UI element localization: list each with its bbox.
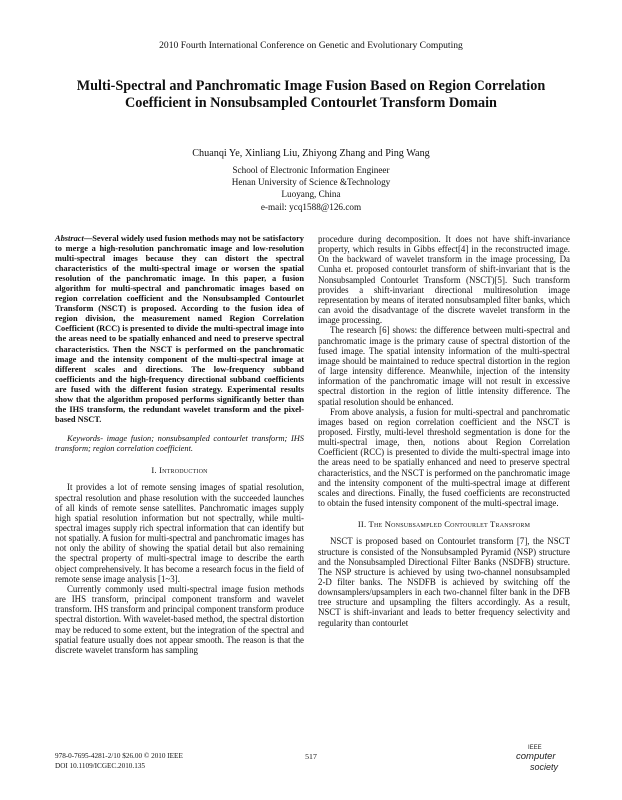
ieee-computer-society-logo xyxy=(508,745,568,775)
paragraph-right-1: procedure during decomposition. It does not have shift-invariance property, which results in Gibbs effect[4] in the reconstructed image. On the backward of wavelet transform in the image processing, Da Cunha et. proposed contourlet transform of shift-invariant that is the Nonsubsampled Contourlet Transform (NSCT)[5]. Such transform provides a shift-invariant directional multiresolution image representation by means of iterated nonsubsampled filter banks, which can avoid the disadvantage of the discrete wavelet transform in the image processing. xyxy=(318,234,570,326)
right-column xyxy=(318,234,570,628)
affiliation xyxy=(0,164,622,213)
conference-header: 2010 Fourth International Conference on Genetic and Evolutionary Computing xyxy=(159,40,463,51)
section-heading-nsct: II. The Nonsubsampled Contourlet Transform xyxy=(357,519,531,530)
paragraph-right-3: From above analysis, a fusion for multi-spectral and panchromatic images based on region correlation coefficient and the NSCT is proposed. Firstly, multi-level threshold segmentation is done for the multi-spectral image, then, notions about Region Correlation Coefficient (RCC) is presented to divide the multi-spectral image into the areas need to be spatially enhanced and need to preserve spectral characteristics, and the NSCT is performed on the panchromatic image and the intensity component of the multi-spectral image at different scales and directions. Finally, the fused coefficients are reconstructed to obtain the fused intensity component of the multi-spectral image. xyxy=(318,406,570,509)
abstract-text: —Several widely used fusion methods may not be satisfactory to merge a high-resolution panchromatic image and low-resolution multi-spectral images because they can distort the spectral characteristics of the multi-spectral image or worsen the spatial resolution of the panchromatic image. In this paper, a fusion algorithm for multi-spectral and panchromatic images based on region correlation coefficient and the Nonsubsampled Contourlet Transform (NSCT) is proposed. According to the fusion idea of region division, the measurement named Region Correlation Coefficient (RCC) is presented to divide the multi-spectral image into the areas need to be spatially enhanced and need to preserve spectral characteristics. Then the NSCT is performed on the panchromatic image and the intensity component of the multi-spectral image at different scales and directions. The low-frequency subband coefficients and the high-frequency directional subband coefficients are fused with the different fusion strategy. Experimental results show that the algorithm proposed performs significantly better than the IHS transform, the redundant wavelet transform and the pixel-based NSCT. xyxy=(55,234,304,424)
abstract xyxy=(55,234,304,425)
paragraph-intro-1: It provides a lot of remote sensing images of spatial resolution, spectral resolution and phase resolution with the succeeded launches of all kinds of remote sense satellites. Panchromatic images supply high spatial resolution information but not spectrally, while multi-spectral images supply rich spectral information that can identify but not spatially. A fusion for multi-spectral and panchromatic images has not only the ability of showing the spatial detail but also remaining the spectral property of multi-spectral image to describe the earth object comprehensively. It has become a research focus in the field of remote sense image analysis [1~3]. xyxy=(55,482,304,584)
logo-society-text: society xyxy=(530,762,559,772)
affiliation-school: School of Electronic Information Engineer xyxy=(232,165,390,175)
title-line-2: Coefficient in Nonsubsampled Contourlet Transform Domain xyxy=(125,95,497,111)
affiliation-location: Luoyang, China xyxy=(281,189,341,200)
keywords-text: image fusion; nonsubsampled contourlet transform; IHS transform; region correlation coefficient. xyxy=(55,433,304,454)
logo-computer-text: computer xyxy=(516,751,556,762)
keywords-lead: Keywords- xyxy=(67,433,103,443)
authors: Chuanqi Ye, Xinliang Liu, Zhiyong Zhang and Ping Wang xyxy=(192,148,430,159)
title-line-1: Multi-Spectral and Panchromatic Image Fusion Based on Region Correlation xyxy=(76,78,546,94)
logo-ieee-text: IEEE xyxy=(528,745,542,751)
paragraph-intro-2: Currently commonly used multi-spectral image fusion methods are IHS transform, principal component transform and wavelet transform. IHS transform and principal component transform produce spectral distortion. With wavelet-based method, the spectral distortion may be reduced to some extent, but the integration of the spectral and spatial feature usually does not appear smooth. The reason is that the discrete wavelet transform has sampling xyxy=(55,583,304,655)
paper-title xyxy=(40,78,582,112)
page-number: 517 xyxy=(305,752,317,761)
paragraph-right-2: The research [6] shows: the difference between multi-spectral and panchromatic image is the primary cause of spectral distortion of the fused image. The spatial intensity information of the multi-spectral image should be maintained to reduce spectral distortion in the region of large intensity difference. Meanwhile, injection of the intensity information of the panchromatic image will not result in excessive spectral distortion in the region of little intensity difference. The spatial resolution should be enhanced. xyxy=(318,325,570,407)
section-heading-introduction: I. Introduction xyxy=(151,465,208,476)
left-column xyxy=(55,234,304,655)
affiliation-university: Henan University of Science &Technology xyxy=(231,177,391,188)
paragraph-nsct-1: NSCT is proposed based on Contourlet transform [7], the NSCT structure is consisted of the Nonsubsampled Pyramid (NSP) structure and the Nonsubsampled Directional Filter Banks (NSDFB) structure. The NSP structure is achieved by using two-channel nonsubsampled 2-D filter banks. The NSDFB is achieved by switching off the downsamplers/upsamplers in each two-channel filter bank in the DFB tree structure and upsampling the filters accordingly. As a result, NSCT is shift-invariant and leads to better frequency selectivity and regularity than contourlet xyxy=(318,536,570,628)
footer-isbn: 978-0-7695-4281-2/10 $26.00 © 2010 IEEE xyxy=(55,752,183,760)
footer-doi: DOI 10.1109/ICGEC.2010.135 xyxy=(55,761,145,770)
affiliation-email: e-mail: ycq1588@126.com xyxy=(260,201,362,212)
abstract-lead: Abstract xyxy=(55,234,84,243)
keywords xyxy=(55,434,304,454)
